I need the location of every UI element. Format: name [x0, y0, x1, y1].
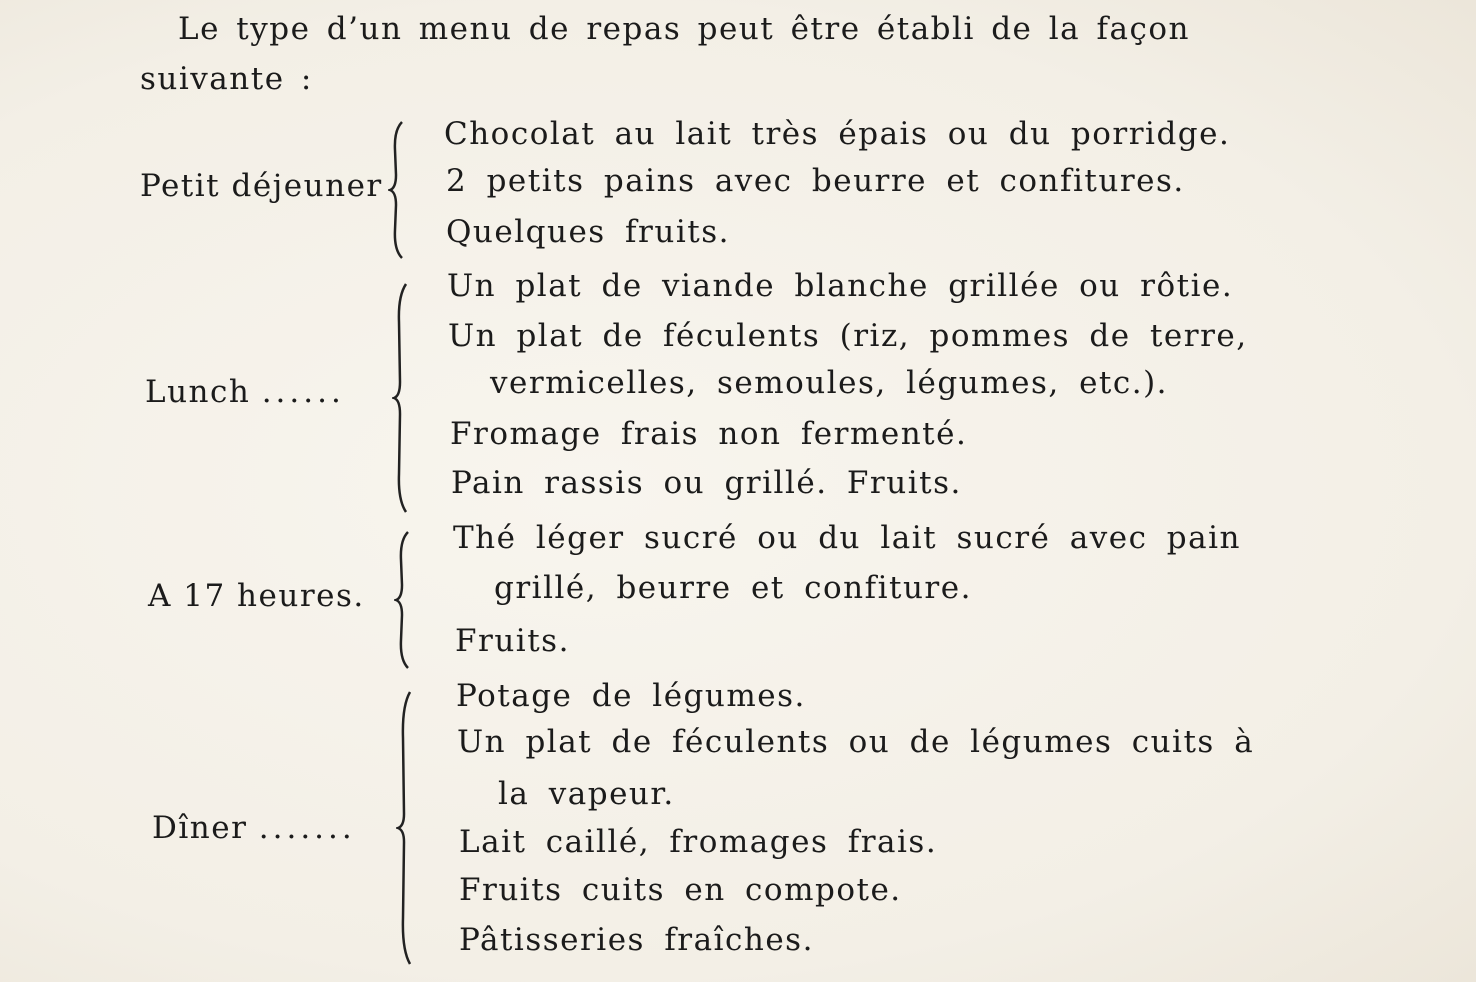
lunch-line-5: Pain rassis ou grillé. Fruits.	[451, 465, 962, 501]
dinner-line-1: Potage de légumes.	[456, 678, 806, 714]
intro-paragraph	[140, 4, 1220, 104]
dinner-line-4: Lait caillé, fromages frais.	[459, 824, 938, 860]
tea-line-1: Thé léger sucré ou du lait sucré avec pain	[453, 520, 1242, 556]
dinner-line-6: Pâtisseries fraîches.	[459, 922, 814, 958]
meal-label-text: A 17 heures	[148, 578, 354, 614]
dinner-line-5: Fruits cuits en compote.	[459, 872, 902, 908]
tea-line-3: Fruits.	[455, 623, 570, 659]
meal-label-text: Dîner	[152, 810, 248, 846]
lunch-line-1: Un plat de viande blanche grillée ou rôtie.	[447, 268, 1234, 304]
meal-label-breakfast	[140, 168, 383, 204]
breakfast-line-2: 2 petits pains avec beurre et confitures.	[446, 163, 1185, 199]
leader-dots: .	[353, 578, 368, 614]
tea-line-2: grillé, beurre et confiture.	[494, 570, 972, 606]
lunch-line-3: vermicelles, semoules, légumes, etc.).	[490, 365, 1169, 401]
brace-breakfast	[388, 120, 412, 260]
lunch-line-4: Fromage frais non fermenté.	[450, 416, 968, 452]
meal-label-tea	[148, 578, 367, 614]
breakfast-line-3: Quelques fruits.	[446, 214, 730, 250]
lunch-line-2: Un plat de féculents (riz, pommes de terre,	[448, 318, 1248, 354]
intro-line-1: Le type d’un menu de repas peut être établi de la façon	[178, 11, 1190, 47]
brace-tea	[394, 530, 418, 670]
dinner-line-3: la vapeur.	[498, 776, 675, 812]
brace-dinner	[396, 690, 420, 966]
dinner-line-2: Un plat de féculents ou de légumes cuits à	[457, 724, 1255, 760]
intro-line-2: suivante :	[140, 61, 313, 97]
meal-label-text: Petit déjeuner	[140, 168, 383, 204]
meal-label-lunch	[145, 374, 345, 410]
meal-label-text: Lunch	[145, 374, 251, 410]
leader-dots: .......	[258, 810, 356, 846]
brace-lunch	[392, 282, 416, 514]
leader-dots: ......	[261, 374, 345, 410]
meal-label-dinner	[152, 810, 356, 846]
breakfast-line-1: Chocolat au lait très épais ou du porridge.	[444, 116, 1231, 152]
